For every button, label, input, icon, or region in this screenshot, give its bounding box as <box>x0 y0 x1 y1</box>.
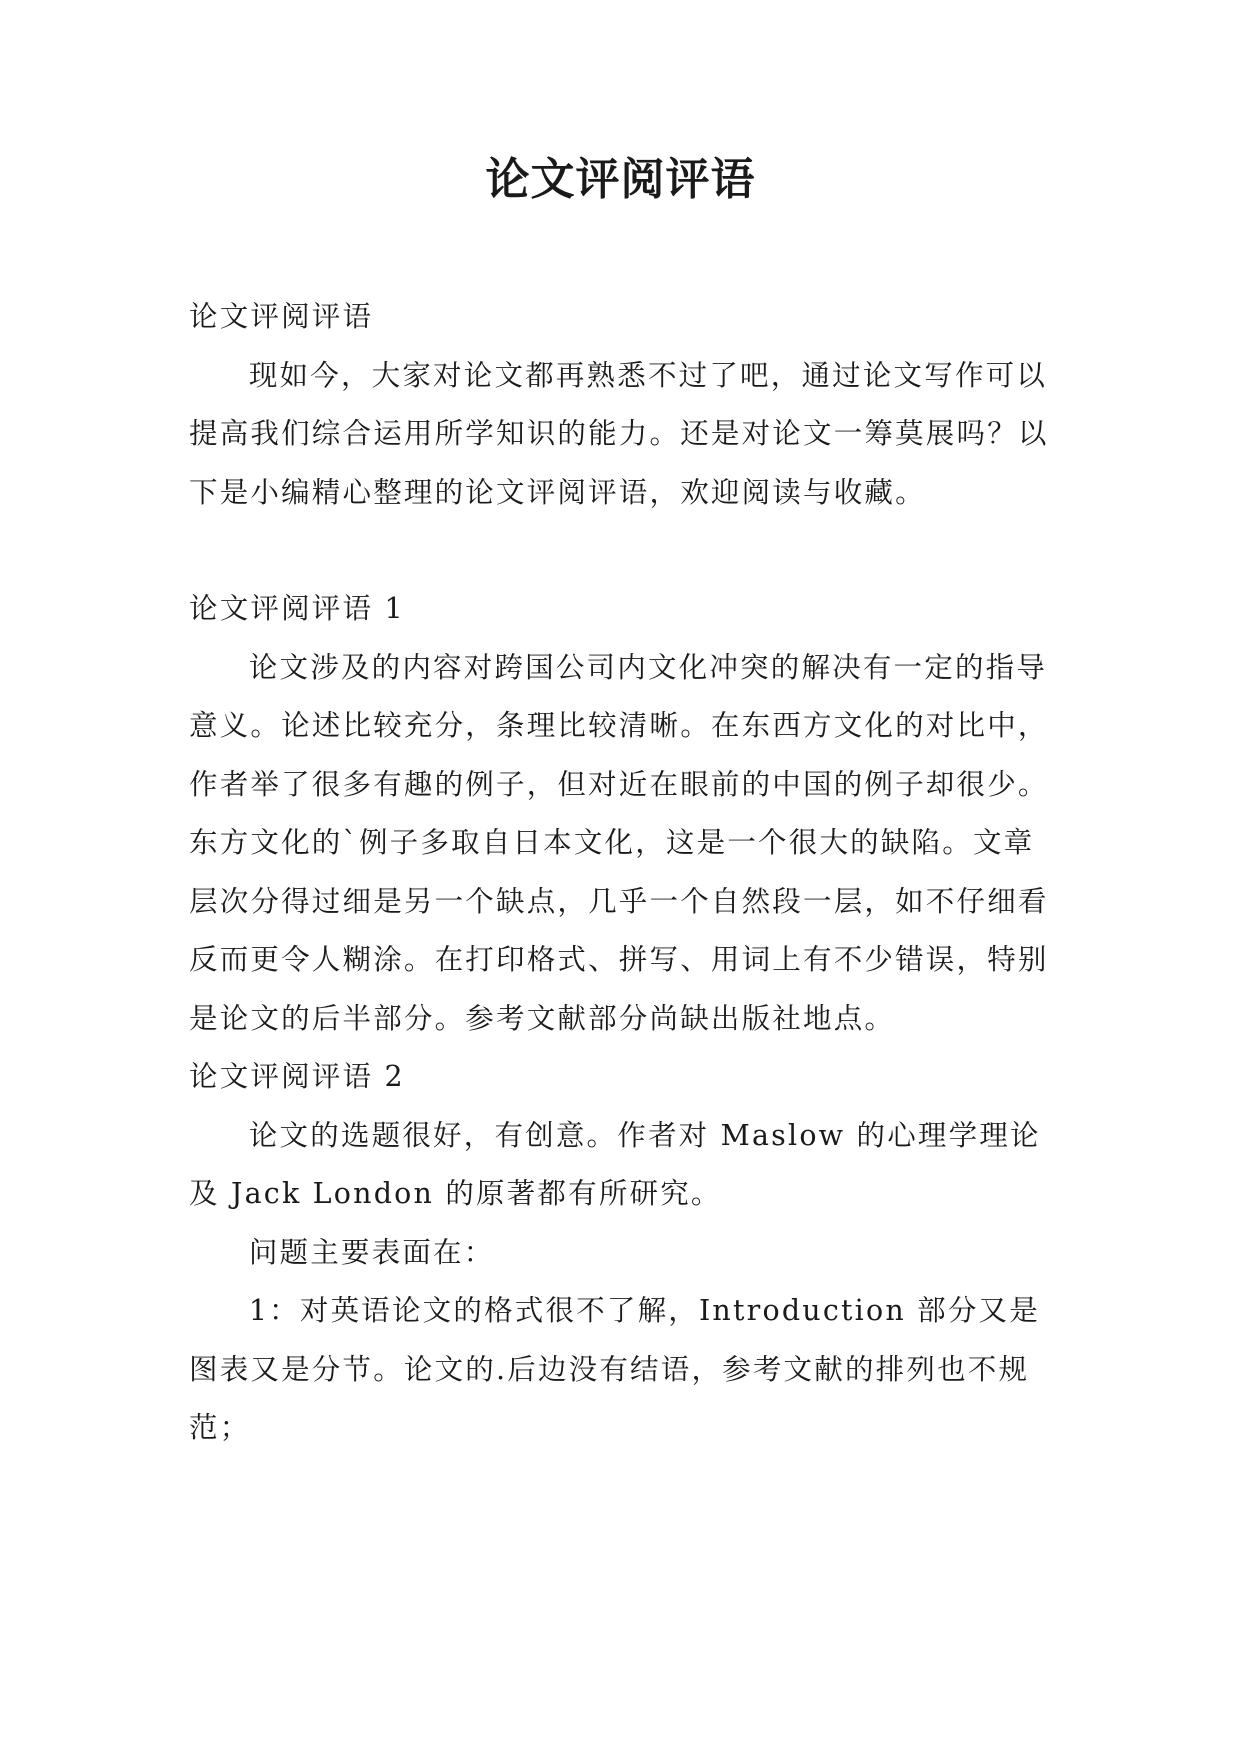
section-2-paragraph-1: 论文的选题很好，有创意。作者对 Maslow 的心理学理论及 Jack London 的原著都有所研究。 <box>189 1118 1041 1210</box>
section-2-paragraph-3: 1：对英语论文的格式很不了解，Introduction 部分又是图表又是分节。论文的.后边没有结语，参考文献的排列也不规范； <box>189 1294 1040 1444</box>
intro-paragraph: 现如今，大家对论文都再熟悉不过了吧，通过论文写作可以提高我们综合运用所学知识的能力。还是对论文一筹莫展吗？以下是小编精心整理的论文评阅评语，欢迎阅读与收藏。 <box>189 358 1049 509</box>
document-title: 论文评阅评语 <box>485 154 756 205</box>
section-2-paragraph-2: 问题主要表面在： <box>248 1235 495 1269</box>
section-1-paragraph-1: 论文涉及的内容对跨国公司内文化冲突的解决有一定的指导意义。论述比较充分，条理比较清晰。在东西方文化的对比中，作者举了很多有趣的例子，但对近在眼前的中国的例子却很少。东方文化的`例子多取自日本文化，这是一个很大的缺陷。文章层次分得过细是另一个缺点，几乎一个自然段一层，如不仔细看反而更令人糊涂。在打印格式、拼写、用词上有不少错误，特别是论文的后半部分。参考文献部分尚缺出版社地点。 <box>189 650 1049 1035</box>
intro-heading: 论文评阅评语 <box>189 300 374 333</box>
section-2-heading: 论文评阅评语 2 <box>189 1060 405 1093</box>
document-body <box>189 288 1051 1458</box>
section-1-heading: 论文评阅评语 1 <box>189 592 405 625</box>
